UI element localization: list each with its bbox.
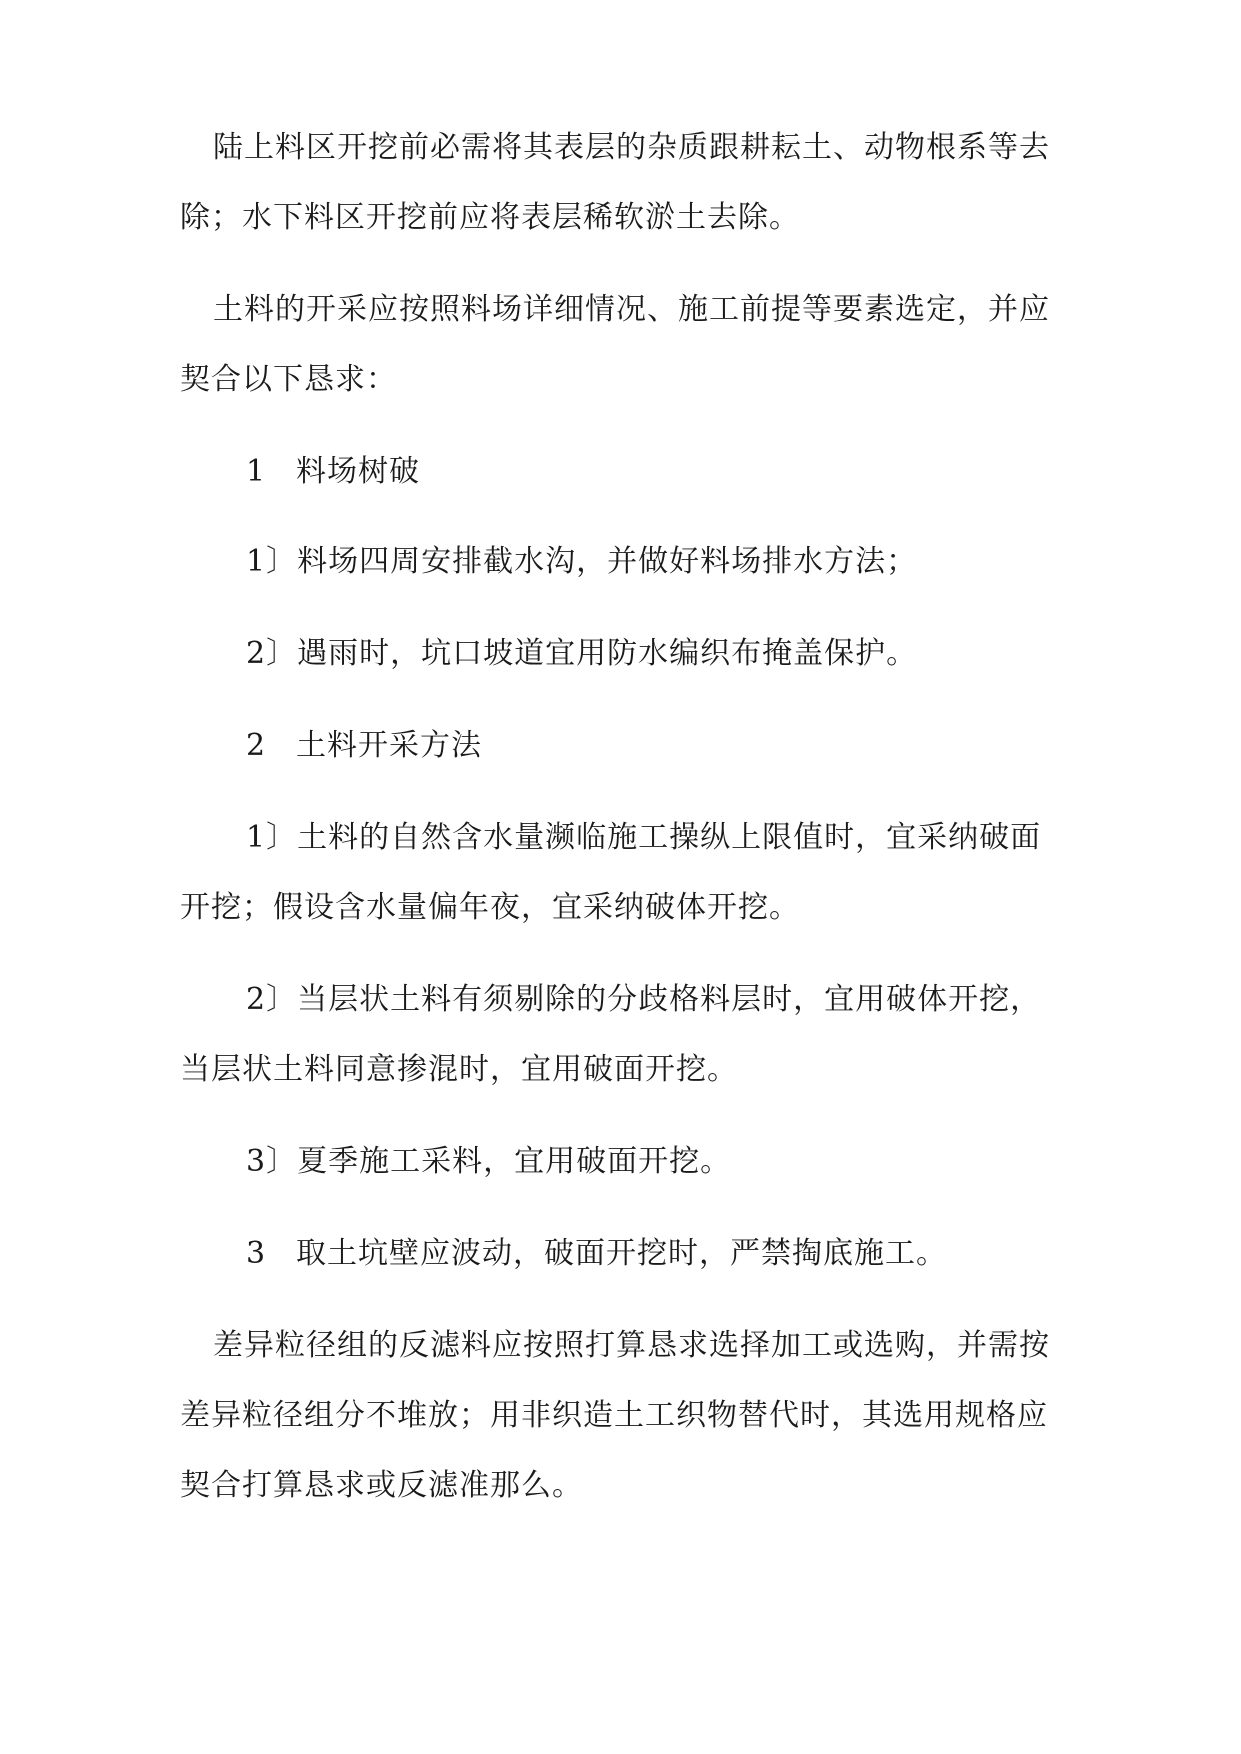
section-3-heading [246,1234,947,1274]
section-2-item-1-line-1: 1〕土料的自然含水量濒临施工操纵上限值时，宜采纳破面 [246,820,1042,855]
section-2-number: 2 [246,728,267,763]
section-1-item-1: 1〕料场四周安排截水沟，并做好料场排水方法； [246,544,918,579]
section-2-heading [246,726,482,766]
section-2-item-3: 3〕夏季施工采料，宜用破面开挖。 [246,1144,732,1179]
section-3-number: 3 [246,1236,267,1271]
paragraph-3-line-1: 差异粒径组的反滤料应按照打算恳求选择加工或选购，并需按 [213,1328,1050,1363]
paragraph-3-line-2: 差异粒径组分不堆放；用非织造土工织物替代时，其选用规格应 [180,1398,1048,1433]
paragraph-2-line-2: 契合以下恳求： [180,362,397,397]
section-2-item-1-line-2: 开挖；假设含水量偏年夜，宜采纳破体开挖。 [180,890,800,925]
section-2-item-2-line-1: 2〕当层状土料有须剔除的分歧格料层时，宜用破体开挖， [246,982,1042,1017]
section-3-title: 取土坑壁应波动，破面开挖时，严禁掏底施工。 [296,1236,947,1271]
paragraph-3-line-3: 契合打算恳求或反滤准那么。 [180,1468,583,1503]
section-1-item-2: 2〕遇雨时，坑口坡道宜用防水编织布掩盖保护。 [246,636,918,671]
section-1-title: 料场树破 [296,454,420,489]
section-2-title: 土料开采方法 [296,728,482,763]
section-1-heading [246,452,420,492]
section-1-number: 1 [246,454,267,489]
paragraph-1-line-2: 除；水下料区开挖前应将表层稀软淤土去除。 [180,200,800,235]
section-2-item-2-line-2: 当层状土料同意掺混时，宜用破面开挖。 [180,1052,738,1087]
paragraph-2-line-1: 土料的开采应按照料场详细情况、施工前提等要素选定，并应 [213,292,1050,327]
paragraph-1-line-1: 陆上料区开挖前必需将其表层的杂质跟耕耘土、动物根系等去 [213,130,1050,165]
